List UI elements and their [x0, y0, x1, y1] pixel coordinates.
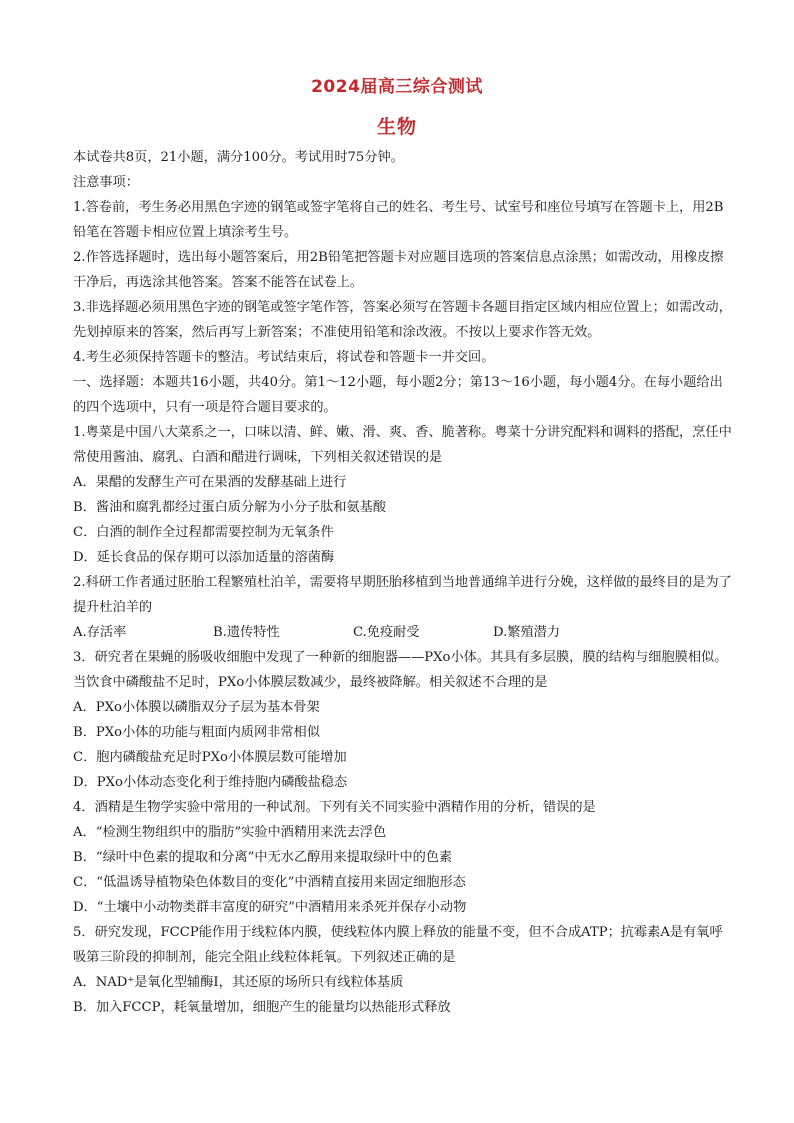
answer-option: D.繁殖潜力 — [493, 625, 561, 640]
question-stem: 1.粤菜是中国八大菜系之一，口味以清、鲜、嫩、滑、爽、香、脆著称。粤菜十分讲究配料和调料的搭配，烹任中常使用酱油、腐乳、白酒和醋进行调味，下列相关叙述错误的是 — [73, 425, 732, 465]
question-stem: 2.科研工作者通过胚胎工程繁殖杜泊羊，需要将早期胚胎移植到当地普通绵羊进行分娩，这样做的最终目的是为了提升杜泊羊的 — [73, 575, 732, 615]
exam-title: 2024届高三综合测试 — [311, 77, 483, 97]
notice-item: 2.作答选择题时，选出每小题答案后，用2B铅笔把答题卡对应题目选项的答案信息点涂黑；如需改动，用橡皮擦干净后，再选涂其他答案。答案不能答在试卷上。 — [73, 250, 724, 290]
answer-option: A．PXo小体膜以磷脂双分子层为基本骨架 — [73, 700, 320, 715]
answer-option: B．“绿叶中色素的提取和分离”中无水乙醇用来提取绿叶中的色素 — [73, 850, 453, 865]
answer-option: B．加入FCCP，耗氧量增加，细胞产生的能量均以热能形式释放 — [73, 1000, 451, 1015]
question-stem: 5．研究发现，FCCP能作用于线粒体内膜，使线粒体内膜上释放的能量不变，但不合成ATP；抗霉素A是有氧呼吸第三阶段的抑制剂，能完全阻止线粒体耗氧。下列叙述正确的是 — [73, 925, 723, 965]
answer-option: A．“检测生物组织中的脂肪”实验中酒精用来洗去浮色 — [73, 825, 387, 840]
answer-option: B．酱油和腐乳都经过蛋白质分解为小分子肽和氨基酸 — [73, 500, 387, 515]
answer-option: B．PXo小体的功能与粗面内质网非常相似 — [73, 725, 320, 740]
answer-option: A．果醋的发酵生产可在果酒的发酵基础上进行 — [73, 475, 347, 490]
exam-body — [73, 145, 733, 1020]
options-row — [73, 620, 693, 645]
section-heading: 一、选择题：本题共16小题，共40分。第1～12小题，每小题2分；第13～16小题，每小题4分。在每小题给出的四个选项中，只有一项是符合题目要求的。 — [73, 375, 723, 415]
answer-option: C．胞内磷酸盐充足时PXo小体膜层数可能增加 — [73, 750, 347, 765]
answer-option: B.遗传特性 — [213, 625, 280, 640]
notice-item: 1.答卷前，考生务必用黑色字迹的钢笔或签字笔将自己的姓名、考生号、试室号和座位号填写在答题卡上，用2B铅笔在答题卡相应位置上填涂考生号。 — [73, 200, 724, 240]
intro-text: 本试卷共8页，21小题，满分100分。考试用时75分钟。 — [73, 150, 404, 165]
question-stem: 3．研究者在果蝇的肠吸收细胞中发现了一种新的细胞器——PXo小体。其具有多层膜，膜的结构与细胞膜相似。当饮食中磷酸盐不足时，PXo小体膜层数减少，最终被降解。相关叙述不合理的是 — [73, 650, 728, 690]
notice-item: 3.非选择题必须用黑色字迹的钢笔或签字笔作答，答案必须写在答题卡各题目指定区域内相应位置上；如需改动，先划掉原来的答案，然后再写上新答案；不准使用铅笔和涂改液。不按以上要求作答无效。 — [73, 300, 732, 340]
answer-option: A．NAD⁺是氧化型辅酶Ⅰ，其还原的场所只有线粒体基质 — [73, 975, 404, 990]
notice-item: 4.考生必须保持答题卡的整洁。考试结束后，将试卷和答题卡一并交回。 — [73, 350, 495, 365]
answer-option: C．白酒的制作全过程都需要控制为无氧条件 — [73, 525, 334, 540]
question-stem: 4．酒精是生物学实验中常用的一种试剂。下列有关不同实验中酒精作用的分析，错误的是 — [73, 800, 596, 815]
answer-option: C.免疫耐受 — [353, 625, 420, 640]
subject-title: 生物 — [376, 116, 417, 138]
answer-option: D．PXo小体动态变化利于维持胞内磷酸盐稳态 — [73, 775, 348, 790]
answer-option: C．“低温诱导植物染色体数目的变化”中酒精直接用来固定细胞形态 — [73, 875, 466, 890]
notice-heading: 注意事项： — [73, 175, 139, 190]
answer-option: D．“土壤中小动物类群丰富度的研究”中酒精用来杀死并保存小动物 — [73, 900, 467, 915]
answer-option: A.存活率 — [73, 625, 127, 640]
answer-option: D．延长食品的保存期可以添加适量的溶菌酶 — [73, 550, 335, 565]
